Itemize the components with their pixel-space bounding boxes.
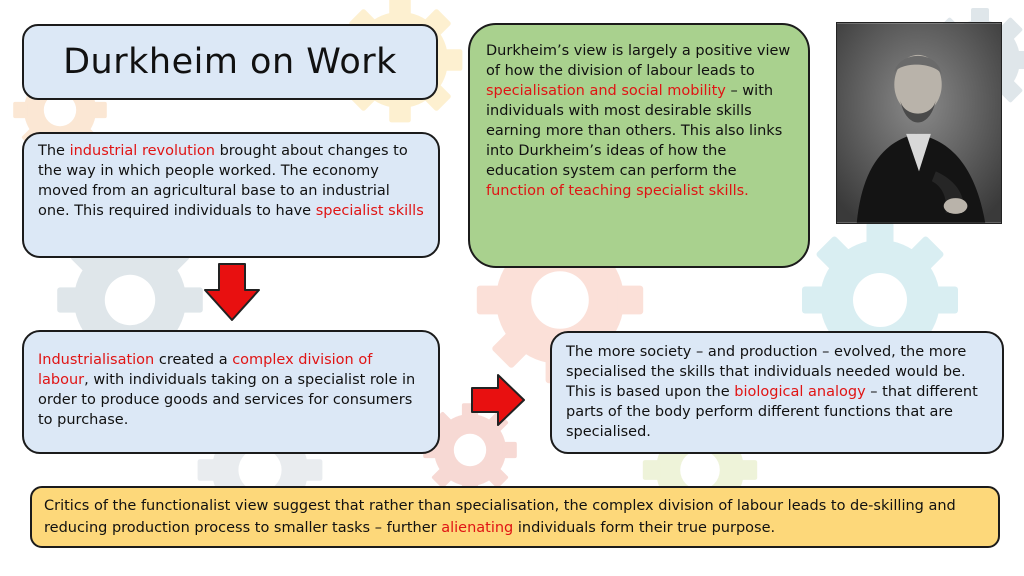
highlight-text: complex division of labour [38,352,373,388]
arrow-down-icon [203,262,261,322]
positive-view-box [468,23,810,268]
biological-analogy-text: The more society – and production – evolved, the more specialised the skills that individuals needed would be. This is based upon the biological analogy – that different parts of the body perform different functions that are specialised. [566,344,978,440]
highlight-text: specialist skills [315,203,424,219]
portrait-photo [836,22,1002,224]
highlight-text: biological analogy [734,384,866,400]
highlight-text: alienating [441,520,514,536]
critics-text: Critics of the functionalist view suggest that rather than specialisation, the complex division of labour leads to de-skilling and reducing production process to smaller tasks – further alienating individuals form their true purpose. [44,498,956,536]
critics-box [30,486,1000,548]
highlight-text: Industrialisation [38,352,155,368]
highlight-text: specialisation and social mobility [486,83,726,99]
biological-analogy-box [550,331,1004,454]
industrial-revolution-box [22,132,440,258]
division-of-labour-text: Industrialisation created a complex division of labour, with individuals taking on a specialist role in order to produce goods and services for consumers to purchase. [38,352,416,428]
positive-view-text: Durkheim’s view is largely a positive view of how the division of labour leads to specialisation and social mobility – with individuals with most desirable skills earning more than others. This also links into Durkheim’s ideas of how the education system can perform the function of teaching specialist skills. [486,43,791,199]
highlight-text: industrial revolution [69,143,215,159]
highlight-text: function of teaching specialist skills. [486,183,749,199]
title-box [22,24,438,100]
industrial-revolution-text: The industrial revolution brought about changes to the way in which people worked. The economy moved from an agricultural base to an industrial one. This required individuals to have specialist skills [38,143,424,219]
page-title: Durkheim on Work [63,42,397,82]
arrow-right-icon [470,373,526,427]
division-of-labour-box [22,330,440,454]
